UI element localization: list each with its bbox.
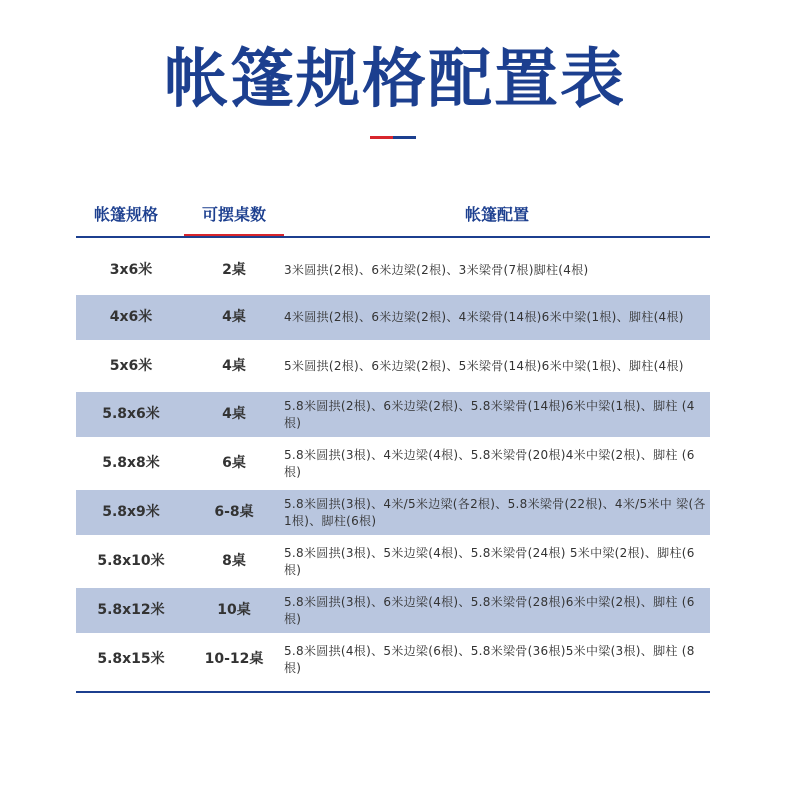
cell-spec: 5.8x6米 xyxy=(102,406,160,422)
table-row xyxy=(76,637,710,682)
cell-config-text: 5.8米圆拱(4根)、5米边梁(6根)、5.8米梁骨(36根)5米中梁(3根)、脚柱 (8根) xyxy=(284,643,695,675)
cell-spec: 4x6米 xyxy=(109,309,153,325)
cell-config-text: 5米圆拱(2根)、6米边梁(2根)、5米梁骨(14根)6米中梁(1根)、脚柱(4根) xyxy=(284,359,684,373)
cell-spec: 5.8x8米 xyxy=(102,455,160,471)
cell-config-text: 4米圆拱(2根)、6米边梁(2根)、4米梁骨(14根)6米中梁(1根)、脚柱(4根) xyxy=(284,310,684,324)
table-row xyxy=(76,392,710,437)
cell-tables: 4桌 xyxy=(222,406,246,422)
page-title: 帐篷规格配置表 xyxy=(164,43,626,117)
cell-config xyxy=(284,588,708,633)
cell-tables: 2桌 xyxy=(222,262,246,278)
title-underline xyxy=(370,136,416,139)
table-bottom-rule xyxy=(76,691,710,693)
cell-spec: 5.8x12米 xyxy=(97,602,165,618)
header-config: 帐篷配置 xyxy=(464,205,529,224)
cell-spec: 5.8x10米 xyxy=(97,553,165,569)
cell-spec: 5.8x15米 xyxy=(97,651,165,667)
table-row xyxy=(76,539,710,584)
table-row xyxy=(76,441,710,486)
cell-config-text: 5.8米圆拱(3根)、5米边梁(4根)、5.8米梁骨(24根) 5米中梁(2根)、脚柱(6根) xyxy=(284,545,695,577)
cell-config xyxy=(284,441,708,486)
cell-config xyxy=(284,637,708,682)
cell-config xyxy=(284,295,708,340)
cell-tables: 6桌 xyxy=(222,455,246,471)
header-tables: 可摆桌数 xyxy=(201,205,266,224)
cell-tables: 8桌 xyxy=(222,553,246,569)
table-top-rule xyxy=(76,236,710,238)
cell-spec: 5x6米 xyxy=(109,358,153,374)
underline-red-segment xyxy=(370,136,393,139)
cell-config xyxy=(284,344,708,389)
underline-blue-segment xyxy=(393,136,416,139)
cell-config-text: 5.8米圆拱(2根)、6米边梁(2根)、5.8米梁骨(14根)6米中梁(1根)、脚柱 (4根) xyxy=(284,398,695,430)
cell-config-text: 5.8米圆拱(3根)、4米边梁(4根)、5.8米梁骨(20根)4米中梁(2根)、脚柱 (6根) xyxy=(284,447,695,479)
cell-config-text: 3米圆拱(2根)、6米边梁(2根)、3米梁骨(7根)脚柱(4根) xyxy=(284,263,589,277)
table-header xyxy=(76,198,710,234)
cell-config xyxy=(284,539,708,584)
cell-config-text: 5.8米圆拱(3根)、4米/5米边梁(各2根)、5.8米梁骨(22根)、4米/5米中 梁(各1根)、脚柱(6根) xyxy=(284,496,706,528)
table-row xyxy=(76,588,710,633)
cell-tables: 4桌 xyxy=(222,309,246,325)
cell-config xyxy=(284,248,708,293)
cell-tables: 10桌 xyxy=(217,602,251,618)
cell-tables: 4桌 xyxy=(222,358,246,374)
cell-spec: 3x6米 xyxy=(109,262,153,278)
cell-tables: 6-8桌 xyxy=(214,504,254,520)
table-row xyxy=(76,490,710,535)
table-row xyxy=(76,344,710,389)
cell-config xyxy=(284,392,708,437)
table-row xyxy=(76,248,710,293)
cell-tables: 10-12桌 xyxy=(204,651,264,667)
header-spec: 帐篷规格 xyxy=(93,205,158,224)
cell-config xyxy=(284,490,708,535)
table-row xyxy=(76,295,710,340)
cell-config-text: 5.8米圆拱(3根)、6米边梁(4根)、5.8米梁骨(28根)6米中梁(2根)、脚柱 (6根) xyxy=(284,594,695,626)
cell-spec: 5.8x9米 xyxy=(102,504,160,520)
